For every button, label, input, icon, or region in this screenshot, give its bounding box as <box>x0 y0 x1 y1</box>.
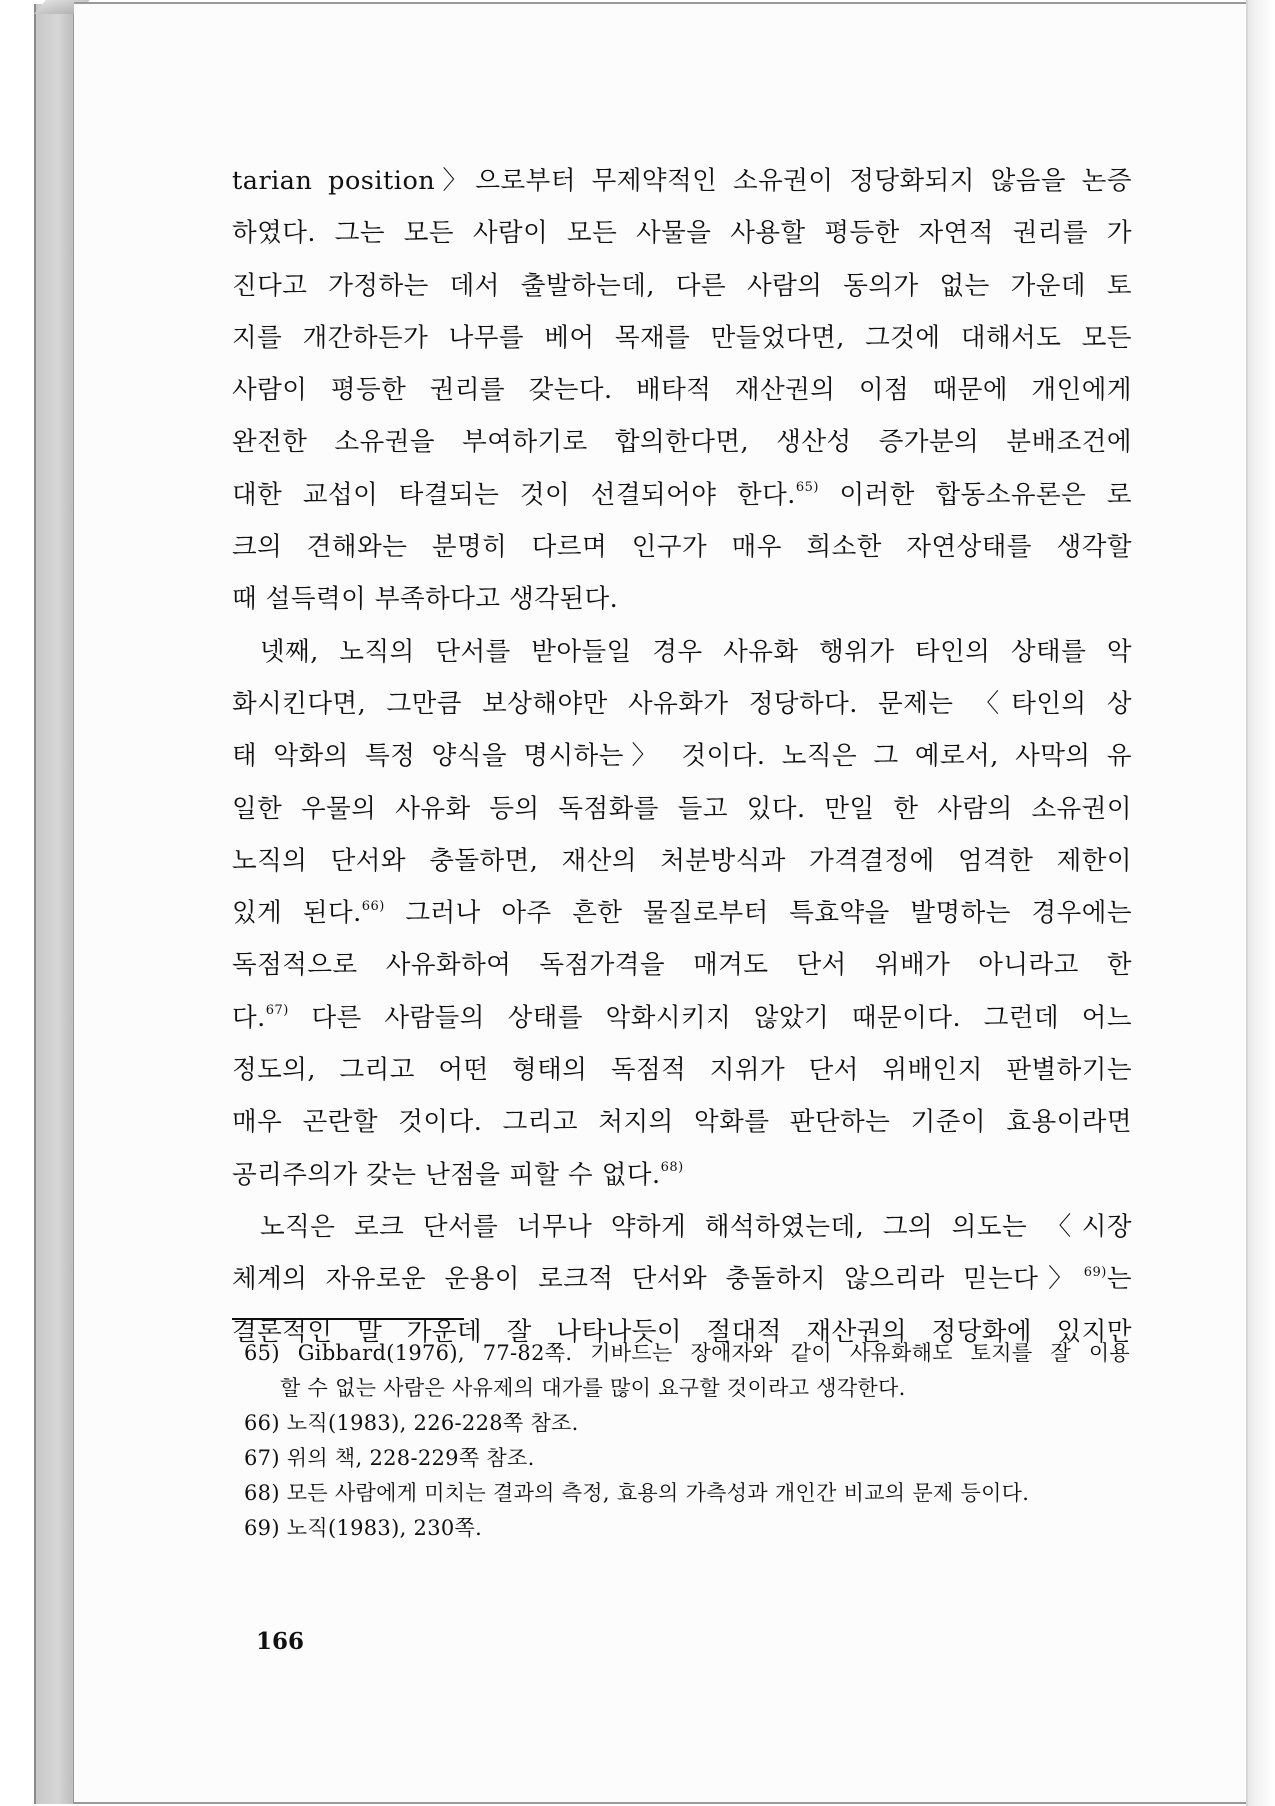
footnote-ref-69[interactable]: 69) <box>1083 1264 1107 1280</box>
text-line <box>232 1149 1132 1201</box>
text-line: 화시킨다면, 그만큼 보상해야만 사유화가 정당하다. 문제는 〈타인의 상 <box>232 688 1132 719</box>
text-line: 정도의, 그리고 어떤 형태의 독점적 지위가 단서 위배인지 판별하기는 <box>232 1055 1132 1086</box>
footnote-65-continued: 할 수 없는 사람은 사유제의 대가를 많이 요구할 것이라고 생각한다. <box>280 1376 906 1400</box>
text-line <box>232 992 1132 1044</box>
footnote-68: 68) 모든 사람에게 미치는 결과의 측정, 효용의 가측성과 개인간 비교의 문제 등이다. <box>244 1481 1030 1505</box>
text-line: 노직의 단서와 충돌하면, 재산의 처분방식과 가격결정에 엄격한 제한이 <box>232 845 1132 876</box>
book-spine <box>34 4 74 1804</box>
footnote-65: 65) Gibbard(1976), 77-82쪽. 기바드는 장애자와 같이 사유화해도 토지를 잘 이용 <box>244 1341 1130 1365</box>
page-number: 166 <box>256 1628 305 1655</box>
text-segment: 는 <box>1106 1264 1132 1295</box>
footnote-66: 66) 노직(1983), 226-228쪽 참조. <box>244 1411 579 1435</box>
text-line: tarian position〉으로부터 무제약적인 소유권이 정당화되지 않음을 논증 <box>232 166 1132 196</box>
text-line: 노직은 로크 단서를 너무나 약하게 해석하였는데, 그의 의도는 〈시장 <box>260 1211 1132 1242</box>
footnote-ref-68[interactable]: 68) <box>660 1160 684 1176</box>
text-line <box>232 1253 1132 1305</box>
text-segment: 있게 된다. <box>232 898 362 929</box>
text-line: 하였다. 그는 모든 사람이 모든 사물을 사용할 평등한 자연적 권리를 가 <box>232 218 1132 249</box>
text-line: 진다고 가정하는 데서 출발하는데, 다른 사람의 동의가 없는 가운데 토 <box>232 270 1132 301</box>
text-line: 일한 우물의 사유화 등의 독점화를 들고 있다. 만일 한 사람의 소유권이 <box>232 793 1132 824</box>
text-line: 결론적인 말 가운데 잘 나타나듯이 절대적 재산권의 정당화에 있지만 <box>232 1316 1132 1347</box>
text-line: 때 설득력이 부족하다고 생각된다. <box>232 584 619 615</box>
body-text <box>232 155 1132 1358</box>
text-line: 지를 개간하든가 나무를 베어 목재를 만들었다면, 그것에 대해서도 모든 <box>232 322 1132 353</box>
page-edge-line <box>1246 0 1248 1806</box>
text-line: 독점적으로 사유화하여 독점가격을 매겨도 단서 위배가 아니라고 한 <box>232 950 1132 981</box>
text-line: 태 악화의 특정 양식을 명시하는〉 것이다. 노직은 그 예로서, 사막의 유 <box>232 741 1132 772</box>
text-segment: 체계의 자유로운 운용이 로크적 단서와 충돌하지 않으리라 믿는다〉 <box>232 1264 1084 1295</box>
footnote-divider <box>232 1318 464 1320</box>
text-segment: 이러한 합동소유론은 로 <box>818 479 1132 510</box>
text-line: 크의 견해와는 분명히 다르며 인구가 매우 희소한 자연상태를 생각할 <box>232 532 1132 563</box>
text-line <box>232 887 1132 939</box>
text-segment: 공리주의가 갖는 난점을 피할 수 없다. <box>232 1159 661 1190</box>
footnote-69: 69) 노직(1983), 230쪽. <box>244 1516 483 1540</box>
footnote-67: 67) 위의 책, 228-229쪽 참조. <box>244 1446 535 1470</box>
footnote-ref-65[interactable]: 65) <box>795 480 819 496</box>
text-line: 완전한 소유권을 부여하기로 합의한다면, 생산성 증가분의 분배조건에 <box>232 427 1132 458</box>
footnote-ref-66[interactable]: 66) <box>361 898 385 914</box>
text-line <box>232 469 1132 521</box>
footnote-ref-67[interactable]: 67) <box>265 1003 289 1019</box>
text-line: 매우 곤란할 것이다. 그리고 처지의 악화를 판단하는 기준이 효용이라면 <box>232 1107 1132 1138</box>
text-segment: 다른 사람들의 상태를 악화시키지 않았기 때문이다. 그런데 어느 <box>288 1002 1132 1033</box>
text-line: 사람이 평등한 권리를 갖는다. 배타적 재산권의 이점 때문에 개인에게 <box>232 375 1132 406</box>
footnotes <box>244 1336 1130 1546</box>
page-edge <box>1246 0 1275 1806</box>
text-segment: 그러나 아주 흔한 물질로부터 특효약을 발명하는 경우에는 <box>384 898 1133 929</box>
text-segment: 다. <box>232 1002 266 1033</box>
text-segment: 대한 교섭이 타결되는 것이 선결되어야 한다. <box>232 479 796 510</box>
text-line: 넷째, 노직의 단서를 받아들일 경우 사유화 행위가 타인의 상태를 악 <box>260 636 1132 667</box>
